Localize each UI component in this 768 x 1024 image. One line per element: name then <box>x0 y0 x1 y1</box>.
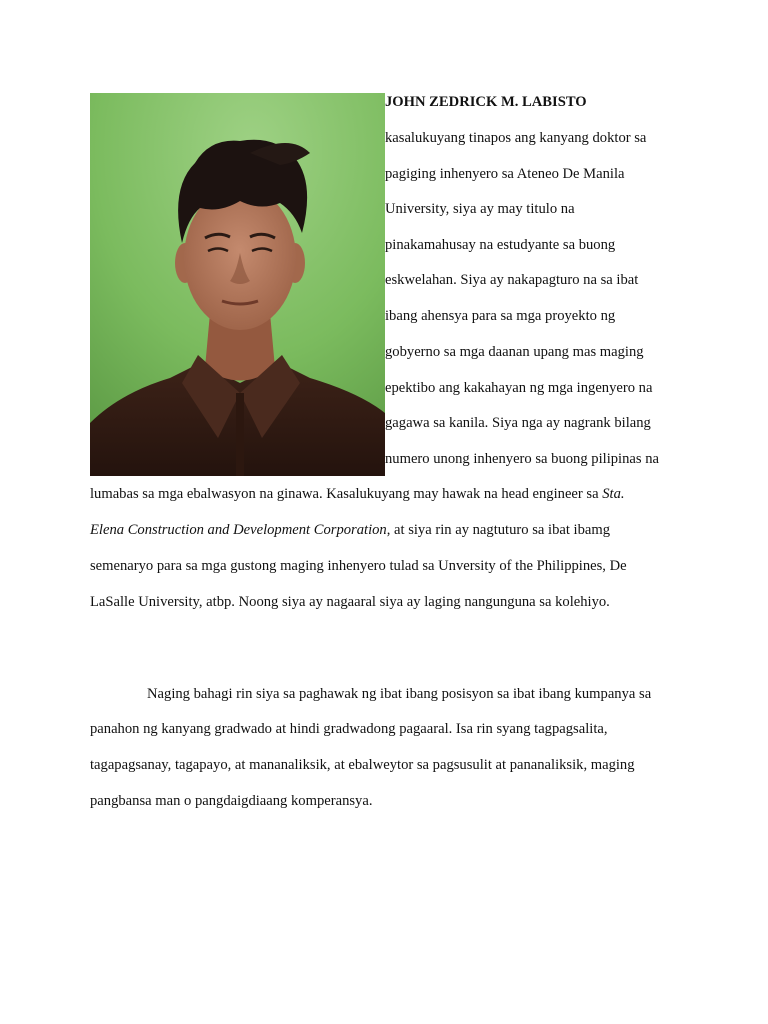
body-text-line <box>90 484 625 504</box>
body-text-line: tagapagsanay, tagapayo, at mananaliksik, at ebalweytor sa pagsusulit at pananaliksik, maging <box>90 757 635 773</box>
body-text-segment: , at siya rin ay nagtuturo sa ibat ibamg <box>386 522 611 538</box>
body-text-line: gagawa sa kanila. Siya nga ay nagrank bilang <box>385 415 651 431</box>
body-text-line: panahon ng kanyang gradwado at hindi gradwadong pagaaral. Isa rin syang tagpagsalita, <box>90 721 608 737</box>
company-name-italic: Elena Construction and Development Corporation <box>90 522 387 538</box>
body-text-line: LaSalle University, atbp. Noong siya ay nagaaral siya ay laging nangunguna sa kolehiyo. <box>90 594 610 610</box>
body-text-line: numero unong inhenyero sa buong pilipinas na <box>385 451 659 467</box>
company-name-italic: Sta. <box>602 486 625 502</box>
body-text-line: semenaryo para sa mga gustong maging inhenyero tulad sa Unversity of the Philippines, De <box>90 558 627 574</box>
body-text-segment: lumabas sa mga ebalwasyon na ginawa. Kasalukuyang may hawak na head engineer sa <box>90 486 603 502</box>
portrait-image <box>90 93 385 476</box>
paragraph2-first-line: Naging bahagi rin siya sa paghawak ng ibat ibang posisyon sa ibat ibang kumpanya sa <box>147 686 652 702</box>
body-text-line: pinakamahusay na estudyante sa buong <box>385 237 616 253</box>
person-name-heading: JOHN ZEDRICK M. LABISTO <box>385 94 587 110</box>
portrait-photo <box>90 93 385 476</box>
body-text-line: University, siya ay may titulo na <box>385 201 575 217</box>
body-text-line: pagiging inhenyero sa Ateneo De Manila <box>385 166 625 182</box>
body-text-line: gobyerno sa mga daanan upang mas maging <box>385 344 644 360</box>
body-text-line: eskwelahan. Siya ay nakapagturo na sa ibat <box>385 272 639 288</box>
body-text-line: kasalukuyang tinapos ang kanyang doktor sa <box>385 130 647 146</box>
body-text-line <box>90 520 610 540</box>
body-text-line: epektibo ang kakahayan ng mga ingenyero na <box>385 380 653 396</box>
body-text-line: ibang ahensya para sa mga proyekto ng <box>385 308 616 324</box>
body-text-line: pangbansa man o pangdaigdiaang komperansya. <box>90 793 373 809</box>
